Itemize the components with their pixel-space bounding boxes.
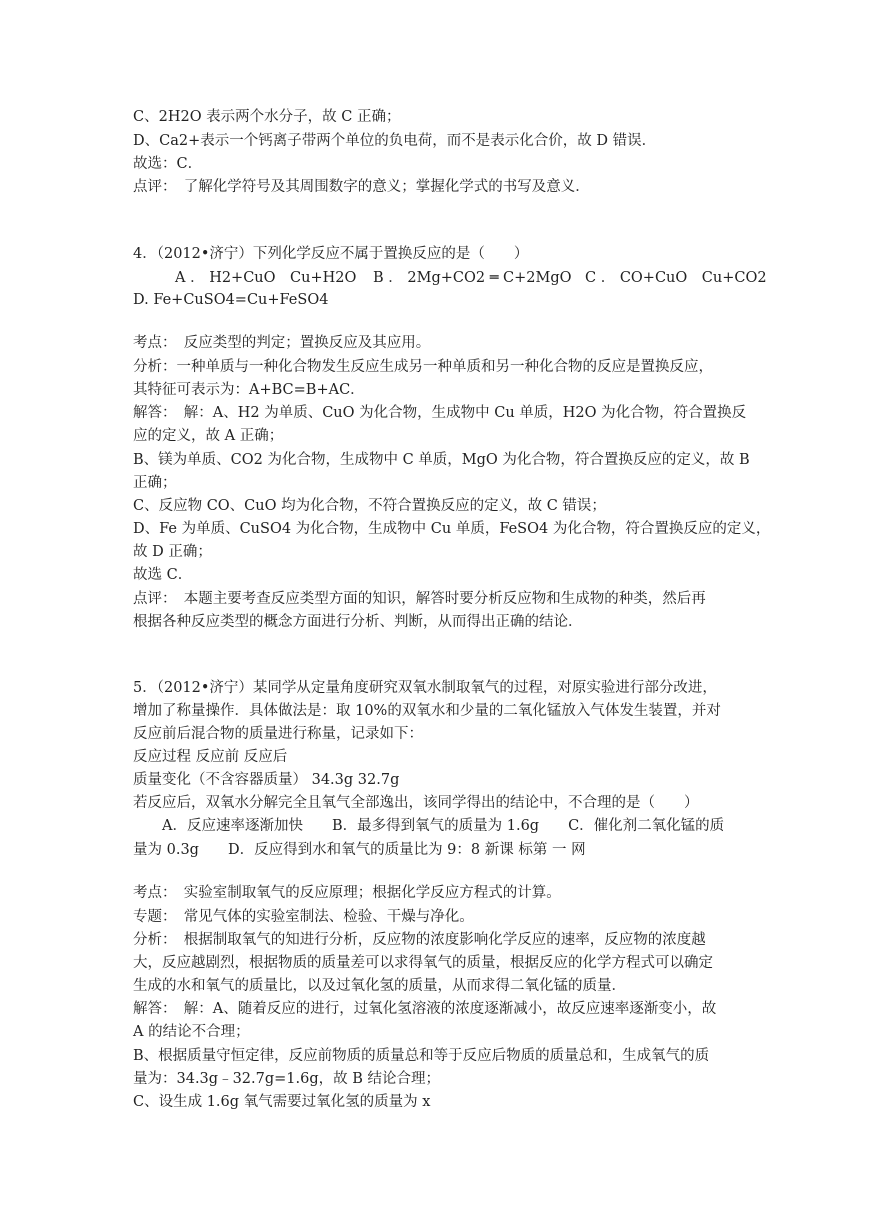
q5-solution-line-4: 量为：34.3g﹣32.7g=1.6g，故 B 结论合理；	[133, 1071, 440, 1087]
q4-kaodian: 考点： 反应类型的判定；置换反应及其应用。	[133, 335, 431, 351]
q5-solution-line-1: 解答： 解：A、随着反应的进行，过氧化氢溶液的浓度逐渐减小，故反应速率逐渐变小，故	[133, 1001, 717, 1017]
q3-comment: 点评： 了解化学符号及其周围数字的意义；掌握化学式的书写及意义．	[133, 179, 590, 195]
q4-option-c: C ． CO+CuO Cu+CO2	[585, 270, 767, 286]
q4-option-d: D. Fe+CuSO4=Cu+FeSO4	[133, 292, 329, 308]
q4-option-a: A ． H2+CuO Cu+H2O	[175, 270, 357, 286]
q5-stem-line-1: 5．（2012•济宁）某同学从定量角度研究双氧水制取氧气的过程，对原实验进行部分改进，	[133, 680, 717, 696]
q5-analysis-line-3: 生成的水和氧气的质量比，以及过氧化氢的质量，从而求得二氧化锰的质量．	[133, 978, 626, 994]
q5-solution-line-2: A 的结论不合理；	[133, 1024, 250, 1040]
q5-zhuanti: 专题： 常见气体的实验室制法、检验、干燥与净化。	[133, 909, 474, 925]
q5-solution-line-5: C、设生成 1.6g 氧气需要过氧化氢的质量为 x	[133, 1094, 431, 1110]
q5-stem-line-4: 若反应后，双氧水分解完全且氧气全部逸出，该同学得出的结论中，不合理的是（ ）	[133, 795, 699, 811]
q4-answer: 故选 C．	[133, 567, 193, 583]
q4-analysis-line-2: 其特征可表示为：A+BC=B+AC．	[133, 382, 365, 398]
q4-solution-line-4: 正确；	[133, 475, 177, 491]
q4-solution-line-6: D、Fe 为单质、CuSO4 为化合物，生成物中 Cu 单质，FeSO4 为化合物，符合置换反应的定义，	[133, 521, 771, 537]
q5-table-header: 反应过程 反应前 反应后	[133, 749, 288, 765]
q5-kaodian: 考点： 实验室制取氧气的反应原理；根据化学反应方程式的计算。	[133, 885, 561, 901]
q5-solution-line-3: B、根据质量守恒定律，反应前物质的质量总和等于反应后物质的质量总和，生成氧气的质	[133, 1048, 710, 1064]
q4-solution-line-1: 解答： 解：A、H2 为单质、CuO 为化合物，生成物中 Cu 单质，H2O 为化合物，符合置换反	[133, 405, 747, 421]
q4-comment-line-2: 根据各种反应类型的概念方面进行分析、判断，从而得出正确的结论．	[133, 614, 583, 630]
q4-solution-line-7: 故 D 正确；	[133, 544, 212, 560]
q4-option-b: B ． 2Mg+CO2 ═ C+2MgO	[373, 270, 572, 286]
q5-analysis-line-1: 分析： 根据制取氧气的知进行分析，反应物的浓度影响化学反应的速率，反应物的浓度越	[133, 932, 706, 948]
q3-option-c-explanation: C、2H2O 表示两个水分子，故 C 正确；	[133, 109, 401, 125]
q5-options-line-2: 量为 0.3g D．反应得到水和氧气的质量比为 9：8 新课 标第 一 网	[133, 842, 586, 858]
q4-stem: 4．（2012•济宁）下列化学反应不属于置换反应的是（ ）	[133, 246, 529, 262]
q5-table-row: 质量变化（不含容器质量） 34.3g 32.7g	[133, 772, 400, 788]
q4-solution-line-2: 应的定义，故 A 正确；	[133, 428, 284, 444]
q5-stem-line-3: 反应前后混合物的质量进行称量，记录如下：	[133, 726, 423, 742]
q4-solution-line-3: B、镁为单质、CO2 为化合物，生成物中 C 单质，MgO 为化合物，符合置换反应的定义，故 B	[133, 452, 750, 468]
q4-solution-line-5: C、反应物 CO、CuO 均为化合物，不符合置换反应的定义，故 C 错误；	[133, 498, 606, 514]
q5-analysis-line-2: 大，反应越剧烈，根据物质的质量差可以求得氧气的质量，根据反应的化学方程式可以确定	[133, 955, 713, 971]
q5-options-line-1: A．反应速率逐渐加快 B．最多得到氧气的质量为 1.6g C．催化剂二氧化锰的质	[133, 818, 725, 834]
q4-comment-line-1: 点评： 本题主要考查反应类型方面的知识，解答时要分析反应物和生成物的种类，然后再	[133, 591, 706, 607]
q5-stem-line-2: 增加了称量操作．具体做法是：取 10%的双氧水和少量的二氧化锰放入气体发生装置，并对	[133, 703, 721, 719]
q4-analysis-line-1: 分析：一种单质与一种化合物发生反应生成另一种单质和另一种化合物的反应是置换反应，	[133, 359, 713, 375]
q3-option-d-explanation: D、Ca2+表示一个钙离子带两个单位的负电荷，而不是表示化合价，故 D 错误．	[133, 133, 657, 149]
q3-answer: 故选：C．	[133, 156, 203, 172]
